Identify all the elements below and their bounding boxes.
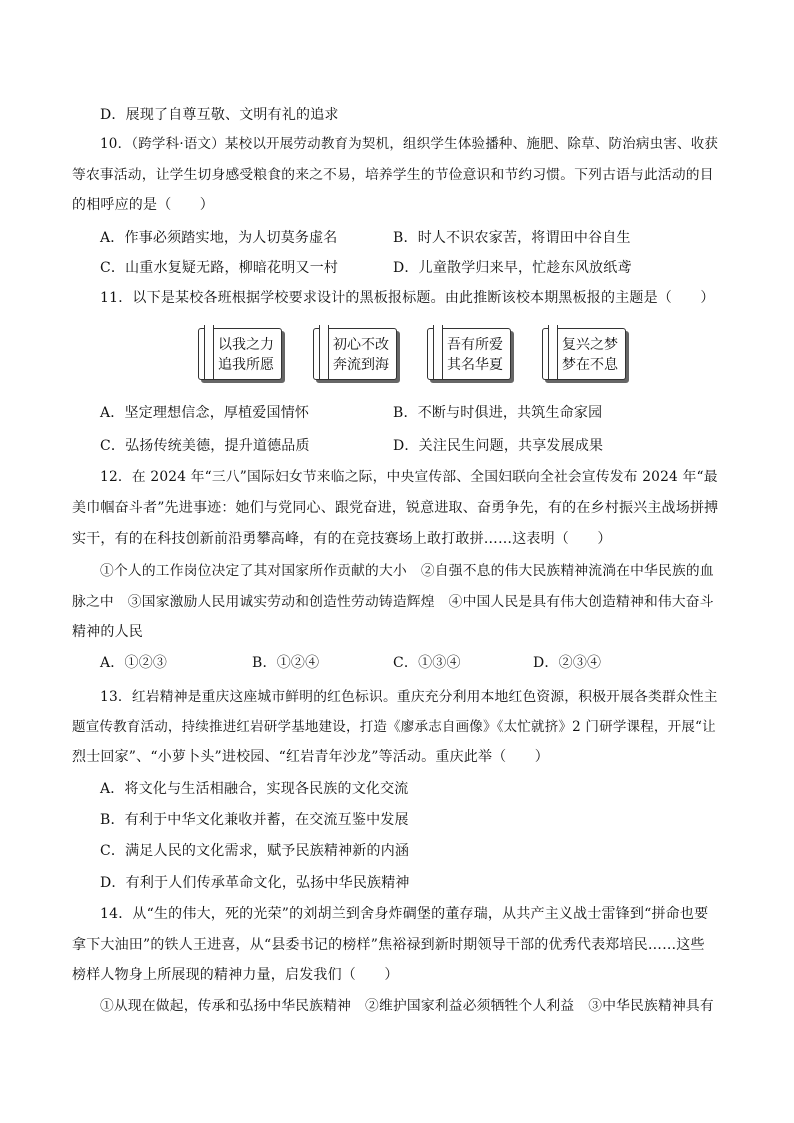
q13-option-d: D．有利于人们传承革命文化，弘扬中华民族精神 <box>100 875 410 891</box>
q10-stem-line-2: 等农事活动，让学生切身感受粮食的来之不易，培养学生的节俭意识和节约习惯。下列古语与此活动的目 <box>72 167 714 183</box>
q12-stem-line-2: 美巾帼奋斗者”先进事迹：她们与党同心、跟党奋进，锐意进取、奋勇争先，有的在乡村振兴主战场拼搏 <box>72 500 719 516</box>
board-line-1: 以我之力 <box>218 337 274 353</box>
q14-statement-line-1: ①从现在做起，传承和弘扬中华民族精神 ②维护国家利益必须牺牲个人利益 ③中华民族精神具有 <box>100 998 714 1014</box>
board-line-2: 奔流到海 <box>333 357 389 373</box>
q12-stem-line-1: 12．在 2024 年“三八”国际妇女节来临之际，中央宣传部、全国妇联向全社会宣传发布 2024 年“最 <box>100 469 718 485</box>
q14-stem-line-3: 榜样人物身上所展现的精神力量，启发我们（ ） <box>72 967 399 983</box>
q10-option-a: A．作事必须踏实地，为人切莫务虚名 <box>100 230 338 246</box>
q12-option-a: A．①②③ <box>100 655 168 671</box>
q10-stem-line-1: 10．（跨学科·语文）某校以开展劳动教育为契机，组织学生体验播种、施肥、除草、防治病虫害、收获 <box>100 136 719 152</box>
board-line-1: 复兴之梦 <box>562 337 618 353</box>
q14-stem-line-1: 14．从“生的伟大，死的光荣”的刘胡兰到舍身炸碉堡的董存瑞，从共产主义战士雷锋到“拼命也要 <box>100 906 709 922</box>
q13-option-a: A．将文化与生活相融合，实现各民族的文化交流 <box>100 781 409 797</box>
q10-option-c: C．山重水复疑无路，柳暗花明又一村 <box>100 260 339 276</box>
scroll-tab <box>319 325 329 379</box>
board-line-2: 其名华夏 <box>447 357 503 373</box>
q10-stem-line-3: 的相呼应的是（ ） <box>72 197 214 213</box>
q9-option-d: D．展现了自尊互敬、文明有礼的追求 <box>100 107 339 123</box>
q11-option-a: A．坚定理想信念，厚植爱国情怀 <box>100 405 310 421</box>
scroll-tab <box>548 325 558 379</box>
board-line-1: 初心不改 <box>333 337 389 353</box>
q12-option-c: C．①③④ <box>393 655 461 671</box>
blackboard-title-3 <box>427 328 511 380</box>
board-line-2: 追我所愿 <box>218 357 274 373</box>
q12-statement-line-2: 脉之中 ③国家激励人民用诚实劳动和创造性劳动铸造辉煌 ④中国人民是具有伟大创造精神和伟大奋斗 <box>72 594 714 610</box>
q11-option-d: D．关注民生问题，共享发展成果 <box>393 438 604 454</box>
scroll-tab <box>433 325 443 379</box>
q12-stem-line-3: 实干，有的在科技创新前沿勇攀高峰，有的在竞技赛场上敢打敢拼……这表明（ ） <box>72 531 612 547</box>
q12-option-b: B．①②④ <box>252 655 320 671</box>
q11-option-c: C．弘扬传统美德，提升道德品质 <box>100 438 310 454</box>
q13-stem-line-3: 烈士回家”、“小萝卜头”进校园、“红岩青年沙龙”等活动。重庆此举（ ） <box>72 749 549 765</box>
q12-statement-line-1: ①个人的工作岗位决定了其对国家所作贡献的大小 ②自强不息的伟大民族精神流淌在中华民族的血 <box>100 563 714 579</box>
q11-option-b: B．不断与时俱进，共筑生命家园 <box>393 405 603 421</box>
blackboard-title-1 <box>198 328 282 380</box>
blackboard-title-4 <box>542 328 626 380</box>
q10-option-b: B．时人不识农家苦，将谓田中谷自生 <box>393 230 631 246</box>
q10-option-d: D．儿童散学归来早，忙趁东风放纸鸢 <box>393 260 632 276</box>
q13-option-b: B．有利于中华文化兼收并蓄，在交流互鉴中发展 <box>100 812 409 828</box>
q13-stem-line-1: 13．红岩精神是重庆这座城市鲜明的红色标识。重庆充分利用本地红色资源，积极开展各类群众性主 <box>100 689 718 705</box>
board-line-1: 吾有所爱 <box>447 337 503 353</box>
scroll-tab <box>204 325 214 379</box>
q14-stem-line-2: 拿下大油田”的铁人王进喜，从“县委书记的榜样”焦裕禄到新时期领导干部的优秀代表郑培民……这些 <box>72 937 705 953</box>
q13-option-c: C．满足人民的文化需求，赋予民族精神新的内涵 <box>100 843 410 859</box>
board-line-2: 梦在不息 <box>562 357 618 373</box>
q13-stem-line-2: 题宣传教育活动，持续推进红岩研学基地建设，打造《廖承志自画像》《太忙就挤》2 门研学课程，开展“让 <box>72 719 716 735</box>
q11-stem: 11．以下是某校各班根据学校要求设计的黑板报标题。由此推断该校本期黑板报的主题是（ ） <box>100 290 715 306</box>
q12-option-d: D．②③④ <box>533 655 602 671</box>
q12-statement-line-3: 精神的人民 <box>72 624 143 640</box>
blackboard-title-2 <box>313 328 397 380</box>
